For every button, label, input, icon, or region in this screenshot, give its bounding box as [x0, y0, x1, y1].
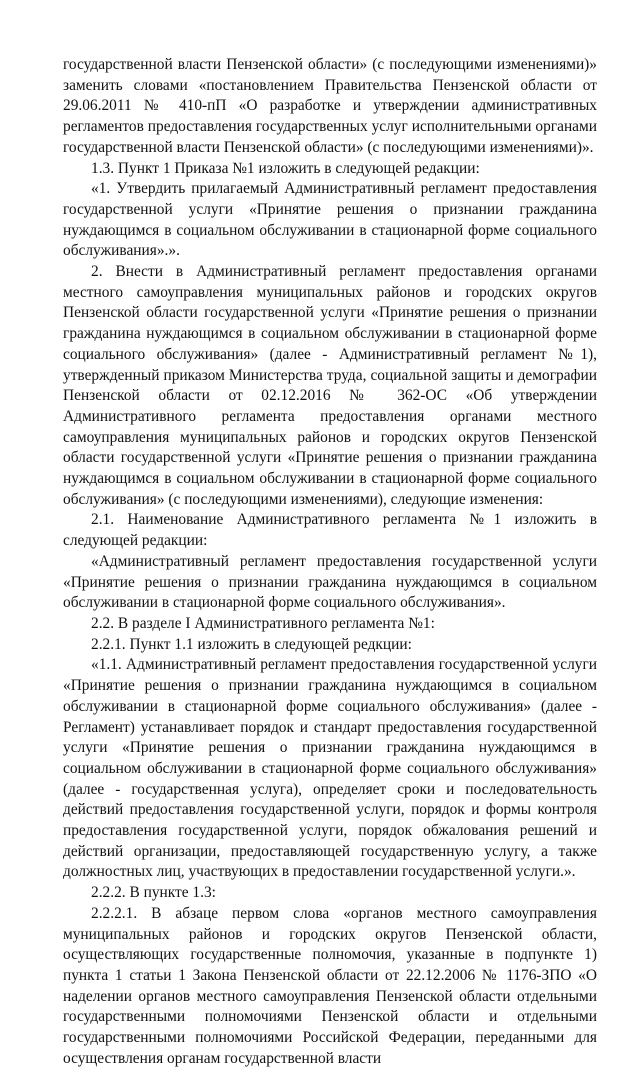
paragraph-2-2-2-1: 2.2.2.1. В абзаце первом слова «органов местного самоуправления муниципальных районов и городских округов Пензенской области, осуществляющих государственные полномочия, указанные в подпункте 1) пункта 1 статьи 1 Закона Пензенской области от 22.12.2006 № 1176-ЗПО «О наделении органов местного самоуправления Пензенской области отдельными государственными полномочиями Пензенской области и отдельными государственными полномочиями Российской Федерации, переданными для осуществления органам государственной власти	[63, 904, 597, 1067]
paragraph-quote-1: «1. Утвердить прилагаемый Административный регламент предоставления государственной услуги «Принятие решения о признании гражданина нуждающимся в социальном обслуживании в стационарной форме социального обслуживания».».	[63, 180, 597, 260]
paragraph-2-1: 2.1. Наименование Административного регламента №1 изложить в следующей редакции:	[63, 511, 597, 550]
paragraph-quote-1-1: «1.1. Административный регламент предоставления государственной услуги «Принятие решения о признании гражданина нуждающимся в социальном обслуживании в стационарной форме социального обслуживания» (далее - Регламент) устанавливает порядок и стандарт предоставления государственной услуги «Принятие решения о признании гражданина нуждающимся в социальном обслуживании в стационарной форме социального обслуживания» (далее - государственная услуга), определяет сроки и последовательность действий предоставления государственной услуги, порядок и формы контроля предоставления государственной услуги, порядок обжалования решений и действий организации, предоставляющей государственную услугу, а также должностных лиц, участвующих в предоставлении государственной услуги.».	[63, 656, 597, 881]
document-page	[63, 55, 597, 1069]
paragraph-2: 2. Внести в Административный регламент предоставления органами местного самоуправления муниципальных районов и городских округов Пензенской области государственной услуги «Принятие решения о признании гражданина нуждающимся в социальном обслуживании в стационарной форме социального обслуживания» (далее - Административный регламент №1), утвержденный приказом Министерства труда, социальной защиты и демографии Пензенской области от 02.12.2016 № 362-ОС «Об утверждении Административного регламента предоставления органами местного самоуправления муниципальных районов и городских округов Пензенской области государственной услуги «Принятие решения о признании гражданина нуждающимся в социальном обслуживании в стационарной форме социального обслуживания» (с последующими изменениями), следующие изменения:	[63, 263, 597, 508]
paragraph-regulation-title: «Административный регламент предоставления государственной услуги «Принятие решения о признании гражданина нуждающимся в социальном обслуживании в стационарной форме социального обслуживания».	[63, 552, 597, 612]
paragraph-1-3: 1.3. Пункт 1 Приказа №1 изложить в следующей редакции:	[91, 159, 480, 177]
paragraph-2-2: 2.2. В разделе I Административного регламента №1:	[91, 614, 435, 632]
paragraph-continuation: государственной власти Пензенской области» (с последующими изменениями)» заменить словами «постановлением Правительства Пензенской области от 29.06.2011 № 410-пП «О разработке и утверждении административных регламентов предоставления государственных услуг исполнительными органами государственной власти Пензенской области» (с последующими изменениями)».	[63, 56, 597, 156]
paragraph-2-2-2: 2.2.2. В пункте 1.3:	[91, 884, 216, 902]
paragraph-2-2-1: 2.2.1. Пункт 1.1 изложить в следующей редкции:	[91, 635, 412, 653]
